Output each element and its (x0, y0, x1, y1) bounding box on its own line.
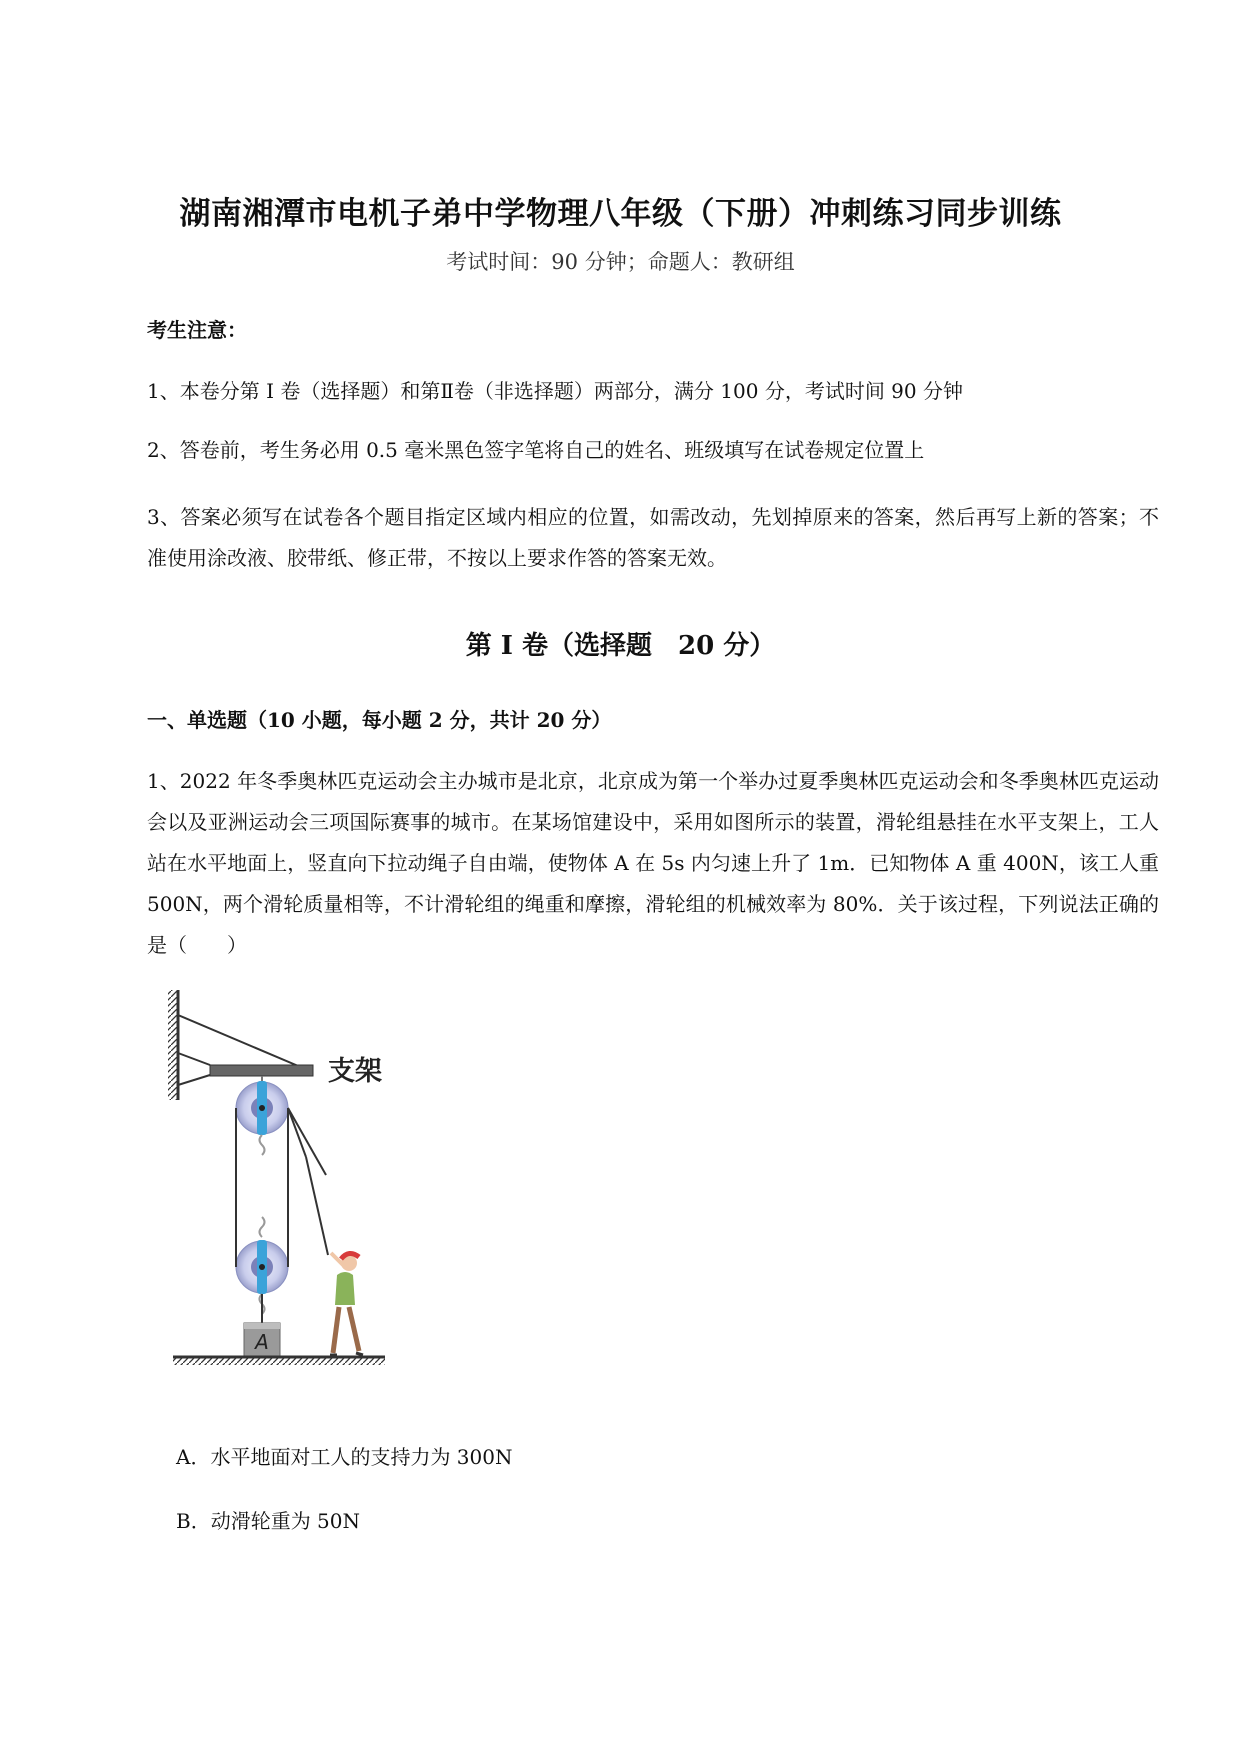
option-a[interactable]: A．水平地面对工人的支持力为 300N (176, 1445, 513, 1469)
ground (173, 1357, 385, 1365)
worker (330, 1253, 363, 1355)
part-heading: 一、单选题（10 小题，每小题 2 分，共计 20 分） (147, 708, 612, 732)
block-a-label: A (255, 1330, 269, 1354)
notice-item-2: 2、答卷前，考生务必用 0.5 毫米黑色签字笔将自己的姓名、班级填写在试卷规定位置上 (147, 438, 925, 462)
section-title: 第 I 卷（选择题 20 分） (465, 631, 776, 661)
pulley-figure (165, 985, 435, 1405)
bracket (178, 1015, 313, 1085)
page-title: 湖南湘潭市电机子弟中学物理八年级（下册）冲刺练习同步训练 (179, 196, 1062, 232)
question-1-stem: 1、2022 年冬季奥林匹克运动会主办城市是北京，北京成为第一个举办过夏季奥林匹克运动会和冬季奥林匹克运动会以及亚洲运动会三项国际赛事的城市。在某场馆建设中，采用如图所示的装置，滑轮组悬挂在水平支架上，工人站在水平地面上，竖直向下拉动绳子自由端，使物体 A 在 5s 内匀速上升了 1m．已知物体 A 重 400N，该工人重 500N，两个滑轮质量相等，不计滑轮组的绳重和摩擦，滑轮组的机械效率为 80%．关于该过程，下列说法正确的是（ ） (147, 769, 1159, 957)
exam-info: 考试时间：90 分钟；命题人：教研组 (446, 250, 795, 274)
ropes (236, 1108, 328, 1325)
notice-item-1: 1、本卷分第 I 卷（选择题）和第Ⅱ卷（非选择题）两部分，满分 100 分，考试时间 90 分钟 (147, 379, 963, 403)
notice-item-3: 3、答案必须写在试卷各个题目指定区域内相应的位置，如需改动，先划掉原来的答案，然后再写上新的答案；不准使用涂改液、胶带纸、修正带，不按以上要求作答的答案无效。 (147, 505, 1159, 570)
option-b[interactable]: B．动滑轮重为 50N (176, 1509, 361, 1533)
bracket-label: 支架 (328, 1056, 382, 1087)
notice-heading: 考生注意： (147, 318, 247, 342)
wall (168, 990, 178, 1100)
fixed-pulley (236, 1076, 288, 1155)
